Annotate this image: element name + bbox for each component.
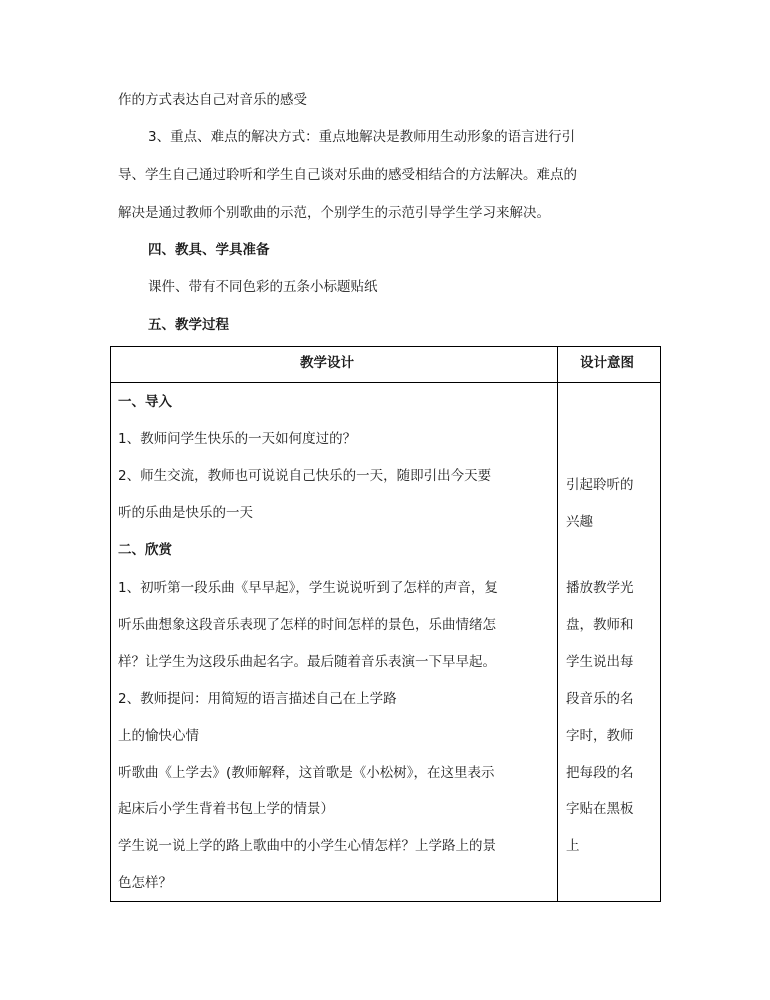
paragraph-text: 课件、带有不同色彩的五条小标题贴纸 xyxy=(148,279,378,295)
table-cell-intent: 字时，教师 xyxy=(566,728,634,744)
table-cell-text: 一、导入 xyxy=(118,394,172,410)
table-cell-text: 学生说一说上学的路上歌曲中的小学生心情怎样？上学路上的景 xyxy=(118,838,496,854)
table-cell-text: 听乐曲想象这段音乐表现了怎样的时间怎样的景色，乐曲情绪怎 xyxy=(118,617,496,633)
section-heading: 四、教具、学具准备 xyxy=(148,242,270,258)
table-cell-text: 起床后小学生背着书包上学的情景） xyxy=(118,801,334,817)
paragraph-text: 3、重点、难点的解决方式：重点地解决是教师用生动形象的语言进行引 xyxy=(148,129,576,145)
table-cell-intent: 把每段的名 xyxy=(566,765,634,781)
table-cell-text: 2、师生交流，教师也可说说自己快乐的一天，随即引出今天要 xyxy=(118,468,492,484)
table-cell-intent: 字贴在黑板 xyxy=(566,801,634,817)
table-cell-text: 样？让学生为这段乐曲起名字。最后随着音乐表演一下早早起。 xyxy=(118,654,496,670)
paragraph-text: 作的方式表达自己对音乐的感受 xyxy=(118,92,307,108)
paragraph-text: 导、学生自己通过聆听和学生自己谈对乐曲的感受相结合的方法解决。难点的 xyxy=(118,167,577,183)
table-cell-intent: 播放教学光 xyxy=(566,580,634,596)
table-header-divider xyxy=(110,382,661,383)
table-cell-intent: 学生说出每 xyxy=(566,654,634,670)
table-cell-text: 听歌曲《上学去》(教师解释，这首歌是《小松树》，在这里表示 xyxy=(118,765,495,781)
table-cell-text: 上的愉快心情 xyxy=(118,728,199,744)
table-cell-intent: 上 xyxy=(566,838,580,854)
table-header-intent: 设计意图 xyxy=(580,355,634,371)
table-cell-text: 色怎样？ xyxy=(118,875,172,891)
table-cell-intent: 盘，教师和 xyxy=(566,617,634,633)
table-column-divider xyxy=(557,346,558,902)
table-cell-text: 二、欣赏 xyxy=(118,542,172,558)
paragraph-text: 解决是通过教师个别歌曲的示范，个别学生的示范引导学生学习来解决。 xyxy=(118,205,550,221)
table-cell-text: 听的乐曲是快乐的一天 xyxy=(118,505,253,521)
table-cell-intent: 引起聆听的 xyxy=(566,477,634,493)
table-header-design: 教学设计 xyxy=(300,355,354,371)
section-heading: 五、教学过程 xyxy=(148,317,229,333)
table-cell-intent: 段音乐的名 xyxy=(566,691,634,707)
table-cell-text: 1、初听第一段乐曲《早早起》，学生说说听到了怎样的声音，复 xyxy=(118,580,498,596)
table-cell-text: 2、教师提问：用简短的语言描述自己在上学路 xyxy=(118,691,397,707)
table-cell-intent: 兴趣 xyxy=(566,514,593,530)
table-cell-text: 1、教师问学生快乐的一天如何度过的？ xyxy=(118,431,357,447)
